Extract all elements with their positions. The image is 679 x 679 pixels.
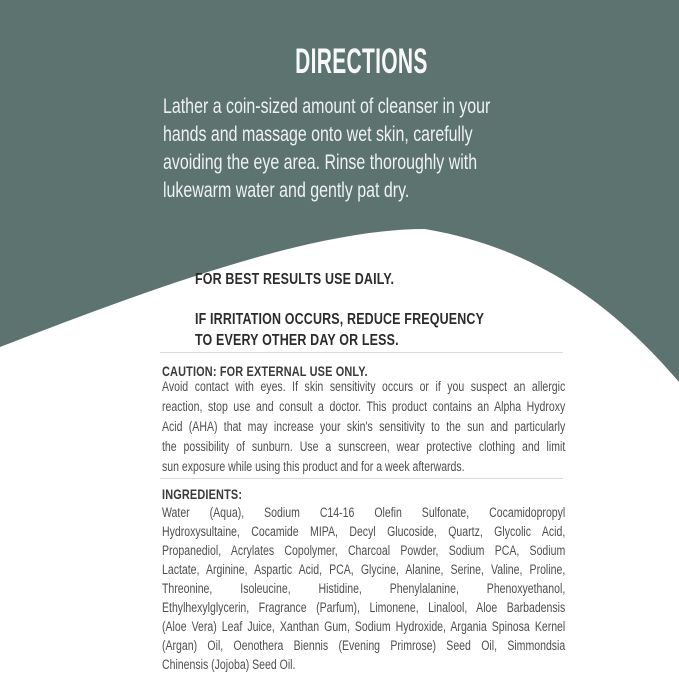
usage-note-daily: FOR BEST RESULTS USE DAILY. xyxy=(195,271,395,288)
usage-note-irritation-line1: IF IRRITATION OCCURS, REDUCE FREQUENCY xyxy=(195,311,485,328)
divider-caution xyxy=(160,352,563,353)
directions-title-text: DIRECTIONS xyxy=(295,42,428,81)
ingredients-line: Propanediol, Acrylates Copolymer, Charcoal Powder, Sodium PCA, Sodium xyxy=(162,543,566,558)
caution-heading-text: CAUTION: FOR EXTERNAL USE ONLY. xyxy=(162,363,368,379)
ingredients-heading xyxy=(162,486,565,503)
ingredients-line: Lactate, Arginine, Aspartic Acid, PCA, Glycine, Alanine, Serine, Valine, Proline, xyxy=(162,562,566,577)
caution-line: Avoid contact with eyes. If skin sensitivity occurs or if you suspect an allergic xyxy=(162,379,566,394)
ingredients-line: Hydroxysultaine, Cocamide MIPA, Decyl Glucoside, Quartz, Glycolic Acid, xyxy=(162,524,566,539)
directions-body-line: hands and massage onto wet skin, carefully xyxy=(163,123,473,146)
directions-body-line: Lather a coin-sized amount of cleanser in your xyxy=(163,95,491,118)
directions-body-line: lukewarm water and gently pat dry. xyxy=(163,179,410,202)
ingredients-line: (Argan) Oil, Oenothera Biennis (Evening Primrose) Seed Oil, Simmondsia xyxy=(162,638,566,653)
caution-line: sun exposure while using this product and for a week afterwards. xyxy=(162,459,465,474)
ingredients-line: Water (Aqua), Sodium C14-16 Olefin Sulfonate, Cocamidopropyl xyxy=(162,505,566,520)
divider-ingredients xyxy=(160,478,563,479)
caution-paragraph xyxy=(162,377,565,477)
caution-line: Acid (AHA) that may increase your skin's sensitivity to the sun and particularly xyxy=(162,419,566,434)
usage-note-irritation-line2: TO EVERY OTHER DAY OR LESS. xyxy=(195,332,399,349)
ingredients-line: Chinensis (Jojoba) Seed Oil. xyxy=(162,657,296,672)
directions-body xyxy=(163,93,520,205)
usage-notes xyxy=(195,269,569,351)
ingredients-heading-text: INGREDIENTS: xyxy=(162,486,243,502)
ingredients-paragraph xyxy=(162,503,565,674)
caution-line: reaction, stop use and consult a doctor. This product contains an Alpha Hydroxy xyxy=(162,399,566,414)
directions-title xyxy=(160,44,563,86)
ingredients-line: Threonine, Isoleucine, Histidine, Phenylalanine, Phenoxyethanol, xyxy=(162,581,566,596)
caution-line: the possibility of sunburn. Use a sunscreen, wear protective clothing and limit xyxy=(162,439,566,454)
ingredients-line: (Aloe Vera) Leaf Juice, Xanthan Gum, Sodium Hydroxide, Argania Spinosa Kernel xyxy=(162,619,566,634)
ingredients-line: Ethylhexylglycerin, Fragrance (Parfum), Limonene, Linalool, Aloe Barbadensis xyxy=(162,600,566,615)
directions-body-line: avoiding the eye area. Rinse thoroughly with xyxy=(163,151,478,174)
